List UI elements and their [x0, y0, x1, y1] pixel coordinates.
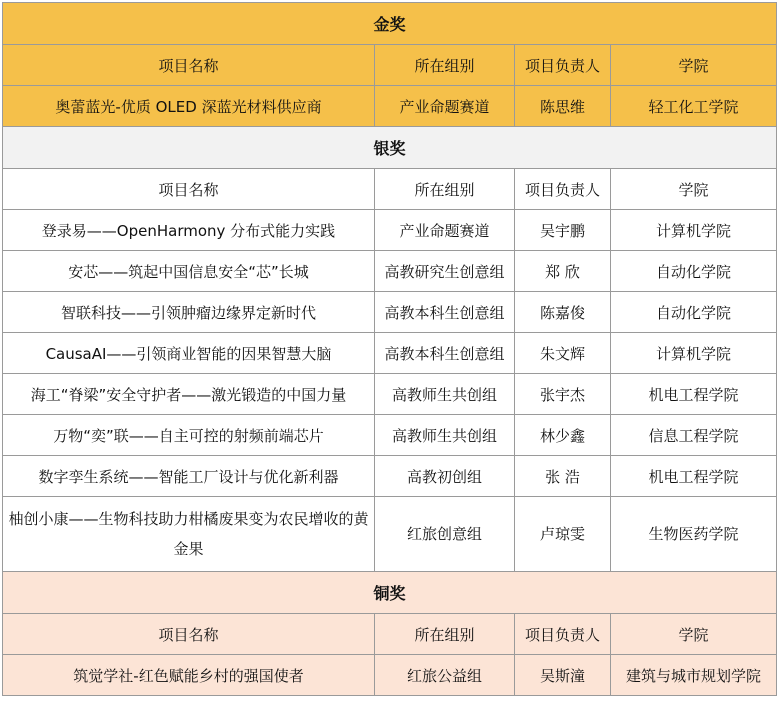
- header-group: 所在组别: [375, 614, 515, 655]
- awards-table-container: [2, 2, 776, 696]
- silver-section-title: 银奖: [3, 127, 777, 169]
- awards-table: [2, 2, 777, 696]
- group-cell: 产业命题赛道: [375, 86, 515, 127]
- group-cell: 高教本科生创意组: [375, 333, 515, 374]
- table-row: [3, 251, 777, 292]
- project-name-cell: CausaAI——引领商业智能的因果智慧大脑: [3, 333, 375, 374]
- header-college: 学院: [611, 45, 777, 86]
- group-cell: 产业命题赛道: [375, 210, 515, 251]
- leader-cell: 张宇杰: [515, 374, 611, 415]
- project-name-cell: 柚创小康——生物科技助力柑橘废果变为农民增收的黄金果: [3, 497, 375, 572]
- college-cell: 信息工程学院: [611, 415, 777, 456]
- bronze-header-row: [3, 614, 777, 655]
- table-row: [3, 292, 777, 333]
- college-cell: 机电工程学院: [611, 374, 777, 415]
- group-cell: 红旅公益组: [375, 655, 515, 696]
- header-college: 学院: [611, 614, 777, 655]
- bronze-section: [3, 572, 777, 696]
- table-row: [3, 374, 777, 415]
- leader-cell: 陈嘉俊: [515, 292, 611, 333]
- group-cell: 高教研究生创意组: [375, 251, 515, 292]
- bronze-section-title: 铜奖: [3, 572, 777, 614]
- leader-cell: 朱文辉: [515, 333, 611, 374]
- table-row: [3, 415, 777, 456]
- college-cell: 自动化学院: [611, 251, 777, 292]
- college-cell: 轻工化工学院: [611, 86, 777, 127]
- table-row: [3, 333, 777, 374]
- project-name-cell: 筑觉学社-红色赋能乡村的强国使者: [3, 655, 375, 696]
- college-cell: 机电工程学院: [611, 456, 777, 497]
- header-college: 学院: [611, 169, 777, 210]
- project-name-cell: 安芯——筑起中国信息安全“芯”长城: [3, 251, 375, 292]
- gold-section-title: 金奖: [3, 3, 777, 45]
- table-row: [3, 497, 777, 572]
- header-leader: 项目负责人: [515, 614, 611, 655]
- project-name-cell: 奥蕾蓝光-优质 OLED 深蓝光材料供应商: [3, 86, 375, 127]
- leader-cell: 卢琼雯: [515, 497, 611, 572]
- table-row: [3, 456, 777, 497]
- header-project-name: 项目名称: [3, 614, 375, 655]
- header-group: 所在组别: [375, 169, 515, 210]
- table-row: [3, 655, 777, 696]
- leader-cell: 吴宇鹏: [515, 210, 611, 251]
- header-leader: 项目负责人: [515, 169, 611, 210]
- project-name-cell: 登录易——OpenHarmony 分布式能力实践: [3, 210, 375, 251]
- project-name-cell: 万物“奕”联——自主可控的射频前端芯片: [3, 415, 375, 456]
- group-cell: 高教师生共创组: [375, 374, 515, 415]
- leader-cell: 陈思维: [515, 86, 611, 127]
- gold-header-row: [3, 45, 777, 86]
- college-cell: 生物医药学院: [611, 497, 777, 572]
- college-cell: 计算机学院: [611, 210, 777, 251]
- leader-cell: 郑 欣: [515, 251, 611, 292]
- college-cell: 自动化学院: [611, 292, 777, 333]
- group-cell: 高教初创组: [375, 456, 515, 497]
- header-project-name: 项目名称: [3, 45, 375, 86]
- silver-section: [3, 127, 777, 572]
- group-cell: 高教师生共创组: [375, 415, 515, 456]
- group-cell: 高教本科生创意组: [375, 292, 515, 333]
- leader-cell: 吴斯潼: [515, 655, 611, 696]
- header-project-name: 项目名称: [3, 169, 375, 210]
- header-leader: 项目负责人: [515, 45, 611, 86]
- project-name-cell: 智联科技——引领肿瘤边缘界定新时代: [3, 292, 375, 333]
- college-cell: 建筑与城市规划学院: [611, 655, 777, 696]
- project-name-cell: 海工“脊梁”安全守护者——激光锻造的中国力量: [3, 374, 375, 415]
- group-cell: 红旅创意组: [375, 497, 515, 572]
- college-cell: 计算机学院: [611, 333, 777, 374]
- leader-cell: 林少鑫: [515, 415, 611, 456]
- project-name-cell: 数字孪生系统——智能工厂设计与优化新利器: [3, 456, 375, 497]
- leader-cell: 张 浩: [515, 456, 611, 497]
- gold-section: [3, 3, 777, 127]
- header-group: 所在组别: [375, 45, 515, 86]
- table-row: [3, 86, 777, 127]
- silver-header-row: [3, 169, 777, 210]
- table-row: [3, 210, 777, 251]
